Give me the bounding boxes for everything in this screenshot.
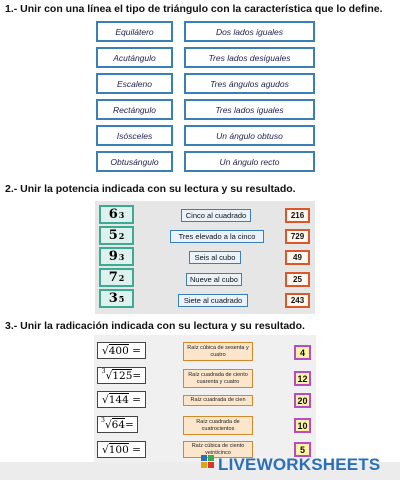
- power-base: 7: [108, 270, 118, 285]
- power-result-box[interactable]: 49: [285, 250, 310, 265]
- liveworksheets-logo-icon: [201, 455, 215, 469]
- power-reading-box[interactable]: Cinco al cuadrado: [181, 209, 251, 222]
- root-result-box[interactable]: 4: [294, 345, 311, 360]
- root-radicand: 144: [108, 394, 129, 406]
- root-result-box[interactable]: 12: [294, 371, 311, 386]
- power-box[interactable]: [99, 268, 134, 287]
- root-expression[interactable]: [97, 367, 146, 384]
- triangle-feature-box[interactable]: Dos lados iguales: [184, 21, 315, 42]
- root-reading-box[interactable]: Raíz cúbica de ciento veinticinco: [183, 441, 253, 458]
- equals-sign: =: [125, 418, 134, 431]
- root-expression[interactable]: [97, 416, 138, 433]
- power-box[interactable]: [99, 205, 134, 224]
- power-reading-box[interactable]: Siete al cuadrado: [178, 294, 248, 307]
- radical-sign-icon: √: [105, 369, 113, 382]
- root-expression[interactable]: [97, 441, 146, 458]
- root-reading-box[interactable]: Raíz cúbica de sesenta y cuatro: [183, 342, 253, 361]
- power-exponent: 2: [118, 272, 125, 283]
- root-result-box[interactable]: 20: [294, 393, 311, 408]
- power-reading-box[interactable]: Tres elevado a la cinco: [170, 230, 264, 243]
- power-box[interactable]: [99, 247, 134, 266]
- root-reading-box[interactable]: Raíz cuadrada de ciento cuarenta y cuatro: [183, 369, 253, 388]
- triangle-feature-box[interactable]: Un ángulo recto: [184, 151, 315, 172]
- triangle-feature-box[interactable]: Tres lados iguales: [184, 99, 315, 120]
- root-index: 3: [101, 417, 105, 424]
- root-expression[interactable]: [97, 342, 146, 359]
- root-result-box[interactable]: 5: [294, 442, 311, 457]
- root-radicand: 125: [112, 370, 133, 382]
- radical-sign-icon: √: [102, 443, 109, 456]
- power-exponent: 2: [118, 230, 125, 241]
- root-result-box[interactable]: 10: [294, 418, 311, 433]
- power-exponent: 5: [118, 293, 125, 304]
- triangle-type-box[interactable]: Escaleno: [96, 73, 173, 94]
- triangle-type-box[interactable]: Rectángulo: [96, 99, 173, 120]
- triangle-feature-box[interactable]: Un ángulo obtuso: [184, 125, 315, 146]
- radical-sign-icon: √: [102, 393, 109, 406]
- equals-sign: =: [128, 443, 141, 456]
- power-reading-box[interactable]: Nueve al cubo: [186, 273, 242, 286]
- power-base: 6: [108, 207, 118, 222]
- root-radicand: 64: [111, 419, 126, 431]
- power-result-box[interactable]: 243: [285, 293, 310, 308]
- power-base: 5: [108, 228, 118, 243]
- question-1-title: 1.- Unir con una línea el tipo de triángulo con la característica que lo define.: [5, 3, 383, 15]
- question-2-title: 2.- Unir la potencia indicada con su lectura y su resultado.: [5, 183, 296, 195]
- triangle-type-box[interactable]: Equilátero: [96, 21, 173, 42]
- radical-sign-icon: √: [102, 344, 109, 357]
- power-result-box[interactable]: 729: [285, 229, 310, 244]
- root-radicand: 400: [108, 345, 129, 357]
- root-radicand: 100: [108, 444, 129, 456]
- equals-sign: =: [128, 393, 141, 406]
- root-index: 3: [101, 368, 106, 375]
- power-box[interactable]: [99, 289, 134, 308]
- root-reading-box[interactable]: Raíz cuadrada de cuatrocientos: [183, 416, 253, 435]
- power-reading-box[interactable]: Seis al cubo: [189, 251, 241, 264]
- question-3-title: 3.- Unir la radicación indicada con su lectura y su resultado.: [5, 320, 305, 332]
- power-result-box[interactable]: 25: [285, 272, 310, 287]
- power-base: 3: [108, 291, 118, 306]
- root-reading-box[interactable]: Raíz cuadrada de cien: [183, 395, 253, 406]
- triangle-type-box[interactable]: Isósceles: [96, 125, 173, 146]
- root-expression[interactable]: [97, 391, 146, 408]
- triangle-type-box[interactable]: Acutángulo: [96, 47, 173, 68]
- equals-sign: =: [128, 344, 141, 357]
- power-exponent: 3: [118, 209, 125, 220]
- power-exponent: 3: [118, 251, 125, 262]
- equals-sign: =: [132, 369, 142, 382]
- liveworksheets-brand[interactable]: LIVEWORKSHEETS: [218, 455, 381, 474]
- triangle-type-box[interactable]: Obtusángulo: [96, 151, 173, 172]
- radical-sign-icon: √: [104, 418, 112, 431]
- triangle-feature-box[interactable]: Tres lados desiguales: [184, 47, 315, 68]
- triangle-feature-box[interactable]: Tres ángulos agudos: [184, 73, 315, 94]
- power-result-box[interactable]: 216: [285, 208, 310, 223]
- power-box[interactable]: [99, 226, 134, 245]
- power-base: 9: [108, 249, 118, 264]
